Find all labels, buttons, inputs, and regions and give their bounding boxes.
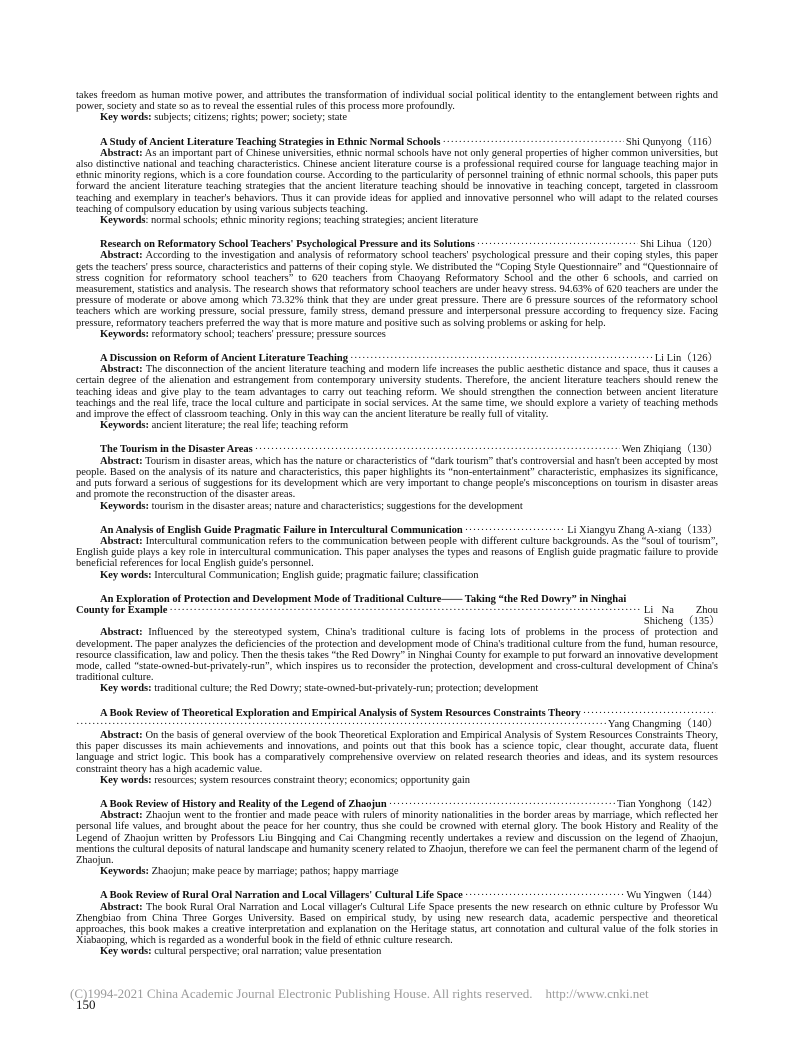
abstract-label: Abstract: <box>100 810 143 822</box>
page-number: 150 <box>76 997 96 1012</box>
keywords-label: Key words: <box>100 774 152 786</box>
article-author: Shi Lihua（120） <box>640 239 718 251</box>
abstract-label: Abstract: <box>100 250 143 262</box>
keywords-label: Keywords: <box>100 420 149 432</box>
article-author: Li Lin（126） <box>654 353 718 365</box>
leader-dots <box>465 890 625 901</box>
article-abstract <box>76 148 718 215</box>
keywords-text: ancient literature; the real life; teaching reform <box>151 420 349 432</box>
article-abstract <box>76 810 718 866</box>
article-keywords <box>76 570 718 581</box>
article-entry <box>76 708 718 786</box>
abstract-text: Tourism in disaster areas, which has the nature or characteristics of “dark tourism” that's controversial and hasn't been accepted by most people. Based on the analysis of its nature and characteristics, this paper highlights its “non-entertainment” characteristic, emphasizes its significance, and puts forward a serious of suggestions for its development which are very important to change people's misconceptions on tourism in disaster areas and promote the reconstruction of the disaster areas. <box>76 455 718 501</box>
abstract-label: Abstract: <box>100 729 143 741</box>
article-abstract <box>76 364 718 420</box>
article-author: Yang Changming（140） <box>607 718 718 730</box>
abstract-text: According to the investigation and analysis of reformatory school teachers' psychological pressure and their coping styles, this paper gets the teachers' press source, characteristics and patterns of their coping style. We distributed the “Coping Style Questionnaire” and “Questionnaire of stress cognition for reformatory school teachers” to 620 teachers from Chaoyang Reformatory School and the other 6 schools, and carried on measurement, statistics and analysis. The research shows that reformatory school teachers are under heavy stress. 94.63% of 620 teachers are under the pressure of moderate or above among which 73.32% think that they are under great pressure. There are 6 pressure sources of the reformatory school teachers which are working pressure, social pressure, family stress, demand pressure and interpersonal pressure according to frequency size. Facing pressure, reformatory teachers preferred the way that is more mature and positive such as solving problems or asking for help. <box>76 250 718 329</box>
article-abstract <box>76 536 718 570</box>
article-entry <box>76 525 718 581</box>
abstract-text: Intercultural communication refers to the communication between people with different culture backgrounds. As the “soul of tourism”, English guide plays a key role in intercultural communication. This paper analyses the types and reasons of English guide pragmatic failure to provide beneficial references for local English guide's personnel. <box>76 535 719 570</box>
leader-dots <box>583 708 716 719</box>
leader-dots <box>255 444 620 455</box>
article-title-line-1: An Exploration of Protection and Development Mode of Traditional Culture—— Taking “the Red Dowry” in Ninghai <box>100 593 627 605</box>
article-keywords <box>76 501 718 512</box>
article-heading <box>76 444 718 455</box>
article-keywords <box>76 946 718 957</box>
keywords-label: Key words: <box>100 112 152 124</box>
article-entry <box>76 353 718 431</box>
abstract-label: Abstract: <box>100 455 143 467</box>
keywords-label: Keywords: <box>100 328 149 340</box>
article-abstract <box>76 902 718 947</box>
article-title: A Study of Ancient Literature Teaching Strategies in Ethnic Normal Schools <box>100 136 441 148</box>
article-title: Research on Reformatory School Teachers' Psychological Pressure and its Solutions <box>100 239 475 251</box>
article-keywords <box>76 215 718 226</box>
article-abstract <box>76 730 718 775</box>
keywords-label: Keywords: <box>100 866 149 878</box>
article-title: An Analysis of English Guide Pragmatic Failure in Intercultural Communication <box>100 524 463 536</box>
article-heading <box>76 594 718 605</box>
keywords-label: Key words: <box>100 569 152 581</box>
article-heading <box>76 239 718 250</box>
leader-dots <box>477 239 638 250</box>
abstract-text: Zhaojun went to the frontier and made peace with rulers of minority nationalities in the border areas by marriage, which reflected her personal life values, and brought about the peace for her country, thus she could be crowned with eternal glory. The book History and Reality of the Legend of Zhaojun written by Professors Liu Bingqing and Cai Changming recently undertakes a review and discussion on the legend of Zhaojun, mentions the cultural deposits of natural landscape and humanity scenery related to Zhaojun, therefore we can feel the permanent charm of the legend of Zhaojun. <box>76 810 718 866</box>
keywords-text: reformatory school; teachers' pressure; pressure sources <box>151 328 386 340</box>
article-entry <box>76 594 718 695</box>
article-abstract <box>76 627 718 683</box>
abstract-text: The book Rural Oral Narration and Local villager's Cultural Life Space presents the new research on ethnic culture by Professor Wu Zhengbiao from China Three Gorges University. Based on empirical study, by using new research data, academic perspective and theoretical approaches, this book makes a creative interpretation and explanation on the Heritage status, art connotation and cultural value of the folk stories in Xiabaoping, which is regarded as a wonderful book in the field of ethnic culture research. <box>76 901 719 947</box>
intro-block <box>76 90 718 124</box>
keywords-text: Intercultural Communication; English guide; pragmatic failure; classification <box>154 569 479 581</box>
keywords-text: resources; system resources constraint theory; economics; opportunity gain <box>154 774 471 786</box>
abstract-label: Abstract: <box>100 627 143 639</box>
abstract-text: On the basis of general overview of the book Theoretical Exploration and Empirical Analysis of System Resources Constraints Theory, this paper discusses its main achievements and innovations, and points out that this book has a science topic, clear thought, accurate data, fluent language and strict logic. This book has a comparatively comprehensive overview on related research theories and ideas, and its system resources constraint theory has a high academic value. <box>76 729 719 775</box>
abstract-text: The disconnection of the ancient literature teaching and modern life increases the public aesthetic distance and space, thus it causes a certain degree of the alienation and estrangement from contemporary university students. Therefore, the ancient literature teachers should renew the teaching ideas and give play to the team advantages to carry out teaching reform. We should strengthen the connection between ancient literature teachings and the real life, trace the local culture and participate in social services. At the same time, we should explore a variety of teaching methods and improve the effect of classroom teaching. Only in this way can the ancient literature be really full of vitality. <box>76 364 718 421</box>
leader-dots <box>169 605 642 616</box>
article-entry <box>76 239 718 340</box>
leader-dots <box>465 525 565 536</box>
article-abstract <box>76 250 718 328</box>
keywords-label: Keywords: <box>100 500 149 512</box>
article-abstract <box>76 456 718 501</box>
article-entry <box>76 137 718 227</box>
article-author: Li Xiangyu Zhang A-xiang（133） <box>567 524 718 536</box>
article-title: A Book Review of Theoretical Exploration and Empirical Analysis of System Resources Constraints Theory <box>100 707 581 719</box>
keywords-label: Keywords <box>100 215 146 227</box>
article-keywords <box>76 420 718 431</box>
abstract-label: Abstract: <box>100 535 143 547</box>
article-keywords <box>76 775 718 786</box>
leader-dots <box>76 719 606 730</box>
article-heading <box>76 708 718 719</box>
article-heading <box>76 353 718 364</box>
abstract-text: Influenced by the stereotyped system, China's traditional culture is facing lots of problems in the process of protection and development. The paper analyzes the deficiencies of the protection and development mode of China's traditional culture from the fund, human resource, resource classification, law and policy. Then the thesis takes “the Red Dowry” in Ninghai County for example to put forward an innovative development mode, called “state-owned-but-privately-run”, which inspires us to reconsider the protection, development and cross-cultural development of China's traditional culture. <box>76 627 719 684</box>
article-author: Wen Zhiqiang（130） <box>621 444 718 456</box>
leader-dots <box>443 137 624 148</box>
article-heading <box>76 525 718 536</box>
keywords-text: : normal schools; ethnic minority regions; teaching strategies; ancient literature <box>145 215 479 227</box>
article-heading <box>76 137 718 148</box>
keywords-text: tourism in the disaster areas; nature and characteristics; suggestions for the development <box>151 500 523 512</box>
article-author: Tian Yonghong（142） <box>616 798 718 810</box>
article-entry <box>76 890 718 957</box>
article-author: Shi Qunyong（116） <box>625 136 718 148</box>
article-heading <box>76 799 718 810</box>
document-page <box>76 90 718 958</box>
keywords-label: Key words: <box>100 946 152 958</box>
intro-keywords <box>76 112 718 123</box>
article-author: Wu Yingwen（144） <box>626 890 718 902</box>
abstract-label: Abstract: <box>100 147 143 159</box>
article-heading-line-2 <box>76 719 718 730</box>
keywords-text: Zhaojun; make peace by marriage; pathos; happy marriage <box>151 866 399 878</box>
article-entry <box>76 799 718 877</box>
copyright-watermark: (C)1994-2021 China Academic Journal Electronic Publishing House. All rights reserved. http://www.cnki.net <box>70 986 649 1001</box>
article-entry <box>76 444 718 511</box>
article-keywords <box>76 683 718 694</box>
keywords-text: cultural perspective; oral narration; value presentation <box>154 946 382 958</box>
article-author: Li Na Zhou Shicheng（135） <box>643 604 720 628</box>
keywords-text: subjects; citizens; rights; power; society; state <box>154 112 347 124</box>
article-keywords <box>76 329 718 340</box>
article-title: A Book Review of History and Reality of the Legend of Zhaojun <box>100 798 387 810</box>
article-title: The Tourism in the Disaster Areas <box>100 444 253 456</box>
article-keywords <box>76 866 718 877</box>
article-heading <box>76 890 718 901</box>
leader-dots <box>350 353 653 364</box>
keywords-label: Key words: <box>100 683 152 695</box>
article-heading-line-2 <box>76 605 718 627</box>
article-title: A Book Review of Rural Oral Narration and Local Villagers' Cultural Life Space <box>100 890 463 902</box>
article-title-line-2: County for Example <box>76 604 168 616</box>
intro-abstract-tail: takes freedom as human motive power, and attributes the transformation of individual social political identity to the entanglement between rights and power, society and state so as to reveal the essential rules of this process more profoundly. <box>76 90 718 113</box>
abstract-label: Abstract: <box>100 364 143 376</box>
leader-dots <box>389 799 615 810</box>
keywords-text: traditional culture; the Red Dowry; state-owned-but-privately-run; protection; development <box>154 683 539 695</box>
abstract-label: Abstract: <box>100 901 143 913</box>
abstract-text: As an important part of Chinese universities, ethnic normal schools have not only general properties of higher common universities, but also distinctive national and teaching characteristics. Chinese ancient literature course is a professional required course for language teaching major in ethnic minority regions, which is a core foundation course. According to the particularity of personnel training of ethnic normal schools, this paper puts forward the ancient literature teaching strategies that the ancient literature teaching should be innovative in teaching concept, targeted in classroom teaching and exemplary in teacher's behaviors. Thus it can provide ideas for applied and innovative personnel who will adapt to the related courses teaching of compulsory education by using various subjects teaching. <box>76 147 718 215</box>
article-title: A Discussion on Reform of Ancient Literature Teaching <box>100 353 349 365</box>
